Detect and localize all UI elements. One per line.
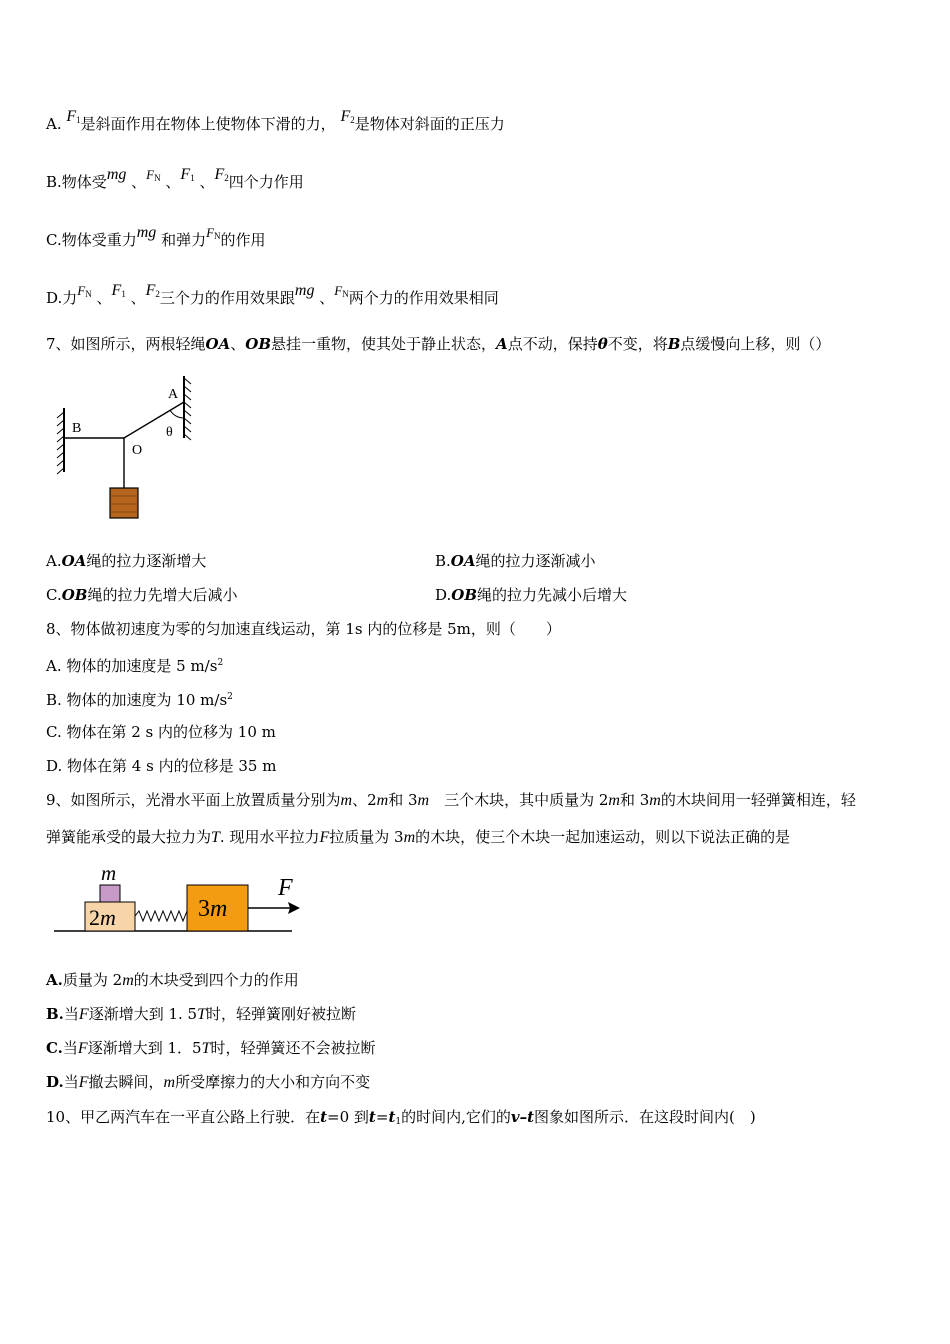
fn-symbol: $F_N$	[206, 225, 221, 241]
mg-symbol: mg	[294, 282, 315, 299]
label-3m: 3m	[198, 896, 228, 922]
q10-stem: 10、甲乙两汽车在一平直公路上行驶．在t=0 到$t=t_1$的时间内,它们的v–t图象如图所示．在这段时间内( )	[46, 1108, 756, 1127]
f1-symbol: $F_1$	[180, 166, 195, 183]
label-m: m	[101, 861, 117, 885]
mg-symbol: mg	[106, 166, 127, 183]
label-b: B	[72, 421, 82, 436]
q8-stem: 8、物体做初速度为零的匀加速直线运动，第 1s 内的位移是 5m，则（ ）	[46, 620, 561, 638]
q9-option-a: A.质量为 2m的木块受到四个力的作用	[46, 971, 299, 989]
q6-option-b: B.物体受mg 、$F_N$ 、$F_1$ 、$F_2$四个力作用	[46, 166, 304, 191]
q7-option-a: A.OA绳的拉力逐渐增大	[46, 552, 207, 570]
q8-option-a: A. 物体的加速度是 5 $m/s^2$	[46, 657, 224, 675]
f1-symbol: $F_1$	[66, 108, 81, 125]
rope-oa	[124, 402, 184, 438]
f2-symbol: $F_2$	[145, 282, 160, 299]
fn-symbol: $F_N$	[334, 283, 349, 299]
f1-symbol: $F_1$	[111, 282, 126, 299]
block-m	[100, 885, 120, 902]
q7-option-b: B.OA绳的拉力逐渐减小	[435, 552, 596, 570]
label-o: O	[132, 443, 143, 458]
f2-symbol: $F_2$	[214, 166, 229, 183]
q8-option-d: D. 物体在第 4 s 内的位移是 35 m	[46, 757, 277, 775]
q9-stem-line1: 9、如图所示，光滑水平面上放置质量分别为m、2m和 3m 三个木块，其中质量为 2m和 3m的木块间用一轻弹簧相连，轻	[46, 791, 856, 809]
q9-option-c: C.当F逐渐增大到 1．5T时，轻弹簧还不会被拉断	[46, 1039, 376, 1057]
q8-option-b: B. 物体的加速度为 10 $m/s^2$	[46, 691, 233, 709]
q8-option-c: C. 物体在第 2 s 内的位移为 10 m	[46, 723, 276, 741]
mg-symbol: mg	[136, 224, 157, 241]
q7-stem: 7、如图所示，两根轻绳OA、OB悬挂一重物，使其处于静止状态，A点不动，保持θ不变，将B点缓慢向上移，则（）	[46, 335, 831, 353]
q9-option-b: B.当F逐渐增大到 1. 5T时，轻弹簧刚好被拉断	[46, 1005, 357, 1023]
q6-option-d: D.力$F_N$ 、$F_1$ 、$F_2$三个力的作用效果跟mg 、$F_N$两个力的作用效果相同	[46, 282, 499, 307]
q9-stem-line2: 弹簧能承受的最大拉力为T. 现用水平拉力F拉质量为 3m的木块，使三个木块一起加速运动，则以下说法正确的是	[46, 828, 791, 846]
label-a: A	[168, 387, 179, 402]
f2-symbol: $F_2$	[340, 108, 355, 125]
q7-option-d: D.OB绳的拉力先减小后增大	[435, 586, 628, 604]
q9-blocks-diagram	[52, 858, 307, 938]
fn-symbol: $F_N$	[77, 283, 92, 299]
weight-box	[110, 488, 138, 518]
q6-option-a: A. $F_1$是斜面作用在物体上使物体下滑的力， $F_2$是物体对斜面的正压力	[46, 108, 505, 133]
q9-option-d: D.当F撤去瞬间，m所受摩擦力的大小和方向不变	[46, 1073, 371, 1091]
label-2m: 2m	[89, 905, 116, 930]
label-f: F	[278, 875, 293, 901]
label-theta: θ	[166, 425, 173, 440]
q6-option-c: C.物体受重力mg 和弹力$F_N$的作用	[46, 224, 266, 249]
q7-option-c: C.OB绳的拉力先增大后减小	[46, 586, 238, 604]
q7-rope-diagram	[52, 372, 197, 522]
fn-symbol: $F_N$	[146, 167, 161, 183]
